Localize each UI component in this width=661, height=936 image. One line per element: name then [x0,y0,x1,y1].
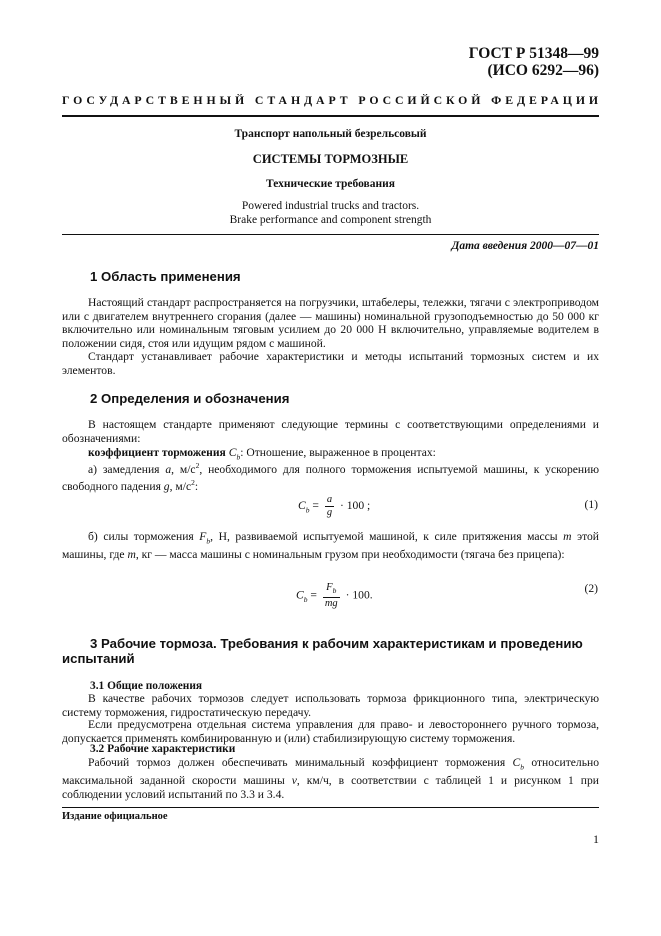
para-3-2-mid: относительно максимальной заданной скорости машины [62,756,599,787]
formula-2-numerator [323,582,340,598]
formula-2-lhs-sub: b [303,595,308,605]
section-2-item-b [62,530,599,562]
para-3-2-v: v [291,773,297,787]
english-title [62,199,599,227]
item-b-sub: b [206,536,211,546]
formula-2-fraction [323,582,340,610]
section-1-para-1: Настоящий стандарт распространяется на погрузчики, штабелеры, тележки, тягачи с электроприводом или с двигателем внутреннего сгорания (далее — машины) номинальной грузоподъемностью до 50 000 кг включительно или номинальным тяговым усилием до 20 000 Н включительно, управляемые водителем в положении сидя, стоя или идущим рядом с машиной. [62,296,599,350]
page-number: 1 [593,832,599,846]
formula-1-rest: · 100 ; [340,499,371,513]
item-a-g: g [163,480,170,494]
section-2-item-a [62,459,599,494]
item-b-mid: , Н, развиваемой испытуемой машиной, к силе притяжения массы [210,530,564,543]
subsection-3-1-heading: 3.1 Общие положения [90,680,203,692]
standard-code-gost: ГОСТ Р 51348—99 [468,45,599,62]
standard-code-iso: (ИСО 6292—96) [487,62,599,79]
para-3-2-symbol: C [512,756,521,769]
formula-1-number: (1) [584,498,598,511]
item-b-text: б) силы торможения [88,530,200,543]
formula-2-number: (2) [584,582,598,595]
item-a-unit2: , м/с [169,480,192,494]
formula-1-denominator: g [326,507,333,518]
formula-1 [298,494,370,519]
term-name: коэффициент торможения [88,446,226,459]
section-1-heading: 1 Область применения [90,269,241,284]
item-a-mid: , необходимого для полного торможения испытуемой машины, к ускорению свободного падения [62,462,599,494]
item-a-sup2: 2 [191,478,195,488]
formula-1-lhs: C [298,499,306,513]
item-a-text: а) замедления [88,462,166,476]
item-b-m2: m [127,547,136,561]
item-b-mid2: этой машины, где [62,530,599,561]
doc-title-line2: СИСТЕМЫ ТОРМОЗНЫЕ [252,152,409,166]
section-2-para-1: В настоящем стандарте применяют следующие термины с соответствующими определениями и обозначениями: [62,418,599,445]
state-standard-title: ГОСУДАРСТВЕННЫЙ СТАНДАРТ РОССИЙСКОЙ ФЕДЕРАЦИИ [62,93,602,107]
formula-1-numerator: a [326,494,333,505]
item-b-end: , кг — масса машины с номинальным грузом при необходимости (тягача без прицепа): [135,547,565,561]
term-symbol: C [228,446,237,459]
formula-2-lhs: C [296,588,304,602]
section-1-para-2: Стандарт устанавливает рабочие характеристики и методы испытаний тормозных систем и их элементов. [62,350,599,377]
para-3-2-end: , км/ч, в соответствии с таблицей 1 и рисунком 1 при соблюдении условий испытаний по 3.3 и 3.4. [62,773,599,801]
formula-2-eq: = [310,588,317,602]
item-b-var: F [199,530,207,543]
para-3-2-symbol-sub: b [520,762,524,772]
english-title-line1: Powered industrial trucks and tractors. [241,200,420,212]
formula-1-lhs-sub: b [305,505,310,515]
section-3-1-para-2: Если предусмотрена отдельная система управления для право- и левостороннего ручного тормоза, допускается применять комбинированную и (или) стабилизирующую систему торможения. [62,718,599,745]
doc-title-line3: Технические требования [266,178,395,190]
standard-code [469,45,599,79]
item-a-end: : [194,480,199,494]
title-rule [62,234,599,235]
formula-1-fraction [325,494,334,519]
section-3-heading: 3 Рабочие тормоза. Требования к рабочим характеристикам и проведению испытаний [62,636,583,666]
footer-rule [62,807,599,808]
item-a-var: a [165,462,172,476]
formula-2-rest: · 100. [345,588,373,602]
item-a-unit: , м/с [171,462,196,476]
term-symbol-sub: b [236,452,241,462]
top-rule [62,115,599,117]
formula-2-denominator: mg [324,598,338,610]
official-edition-label: Издание официальное [62,811,168,822]
doc-title-line1: Транспорт напольный безрельсовый [234,128,427,140]
item-a-sup: 2 [195,461,200,470]
section-3-2-para [62,756,599,801]
formula-2-num-var: F [326,582,333,593]
para-3-2-text: Рабочий тормоз должен обеспечивать минимальный коэффициент торможения [88,756,513,769]
section-2-heading: 2 Определения и обозначения [90,391,290,406]
formula-2-num-sub: b [332,586,337,596]
term-definition: : Отношение, выраженное в процентах: [240,446,436,459]
section-3-1-para-1: В качестве рабочих тормозов следует использовать тормоза фрикционного типа, электрическую систему торможения, гидростатическую передачу. [62,692,599,719]
formula-2 [296,582,373,610]
intro-date: Дата введения 2000—07—01 [451,240,599,252]
english-title-line2: Brake performance and component strength [229,214,432,226]
subsection-3-2-heading: 3.2 Рабочие характеристики [90,743,236,755]
item-b-m: m [563,530,572,543]
formula-1-eq: = [312,499,319,513]
